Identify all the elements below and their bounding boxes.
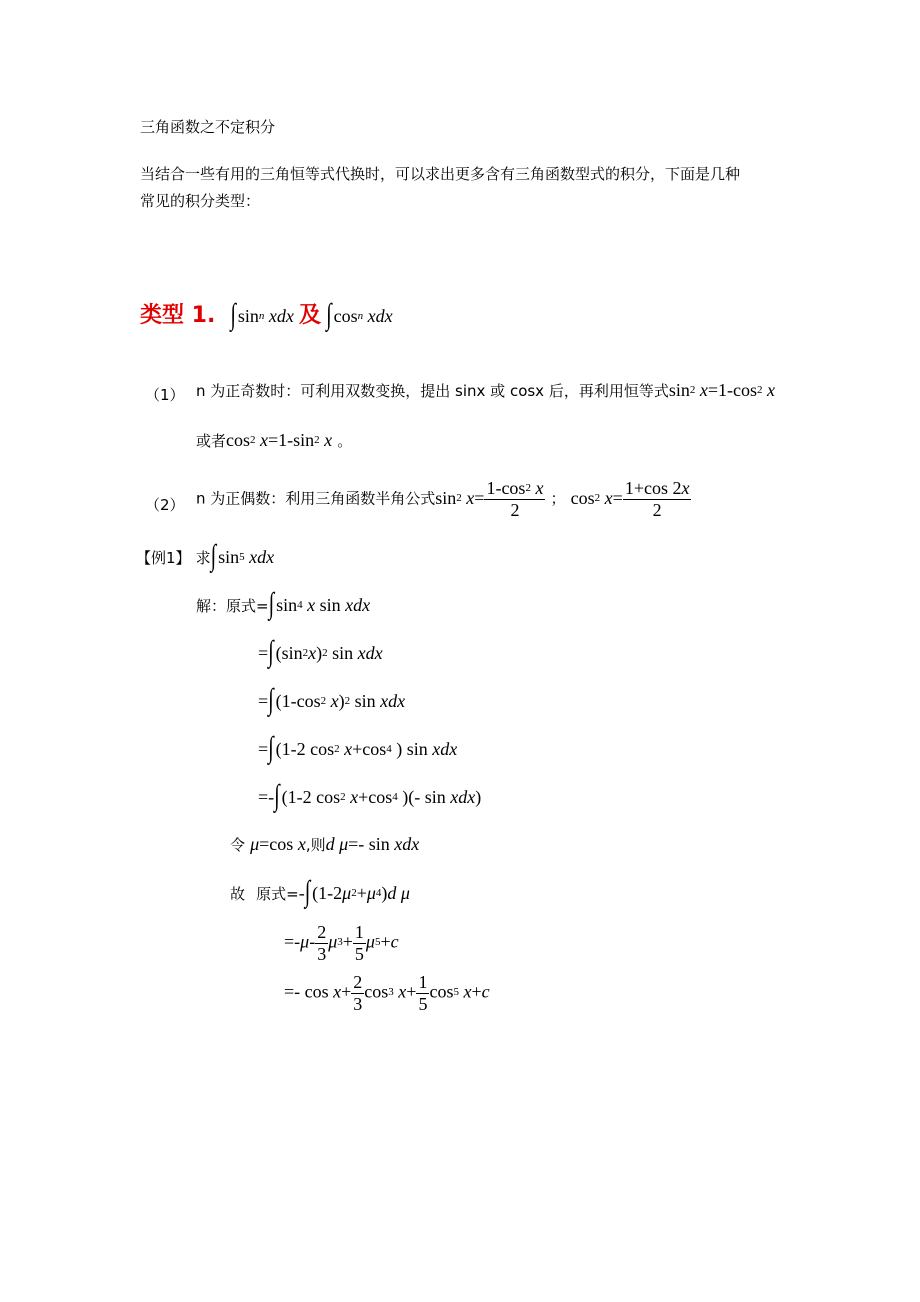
case1-identity1: $\sin^2 x=1-\cos^2$ x: [668, 380, 775, 400]
case2-text: n 为正偶数：利用三角函数半角公式: [196, 489, 436, 508]
type1-heading: [140, 298, 393, 332]
case2-formula-sin: $\sin^2 x=$ $\frac{1-\cos^2 x}{2}$: [435, 478, 544, 520]
solution-step-1: 解：原式=∫ $\sin^4 x$ sin xdx: [196, 587, 371, 621]
case1-number: （1）: [145, 386, 185, 404]
page-title: 三角函数之不定积分: [140, 118, 276, 136]
case1-line2: [196, 430, 352, 451]
case2-formula-cos: $\cos^2 x=$ $\frac{1+\cos 2x}{2}$: [570, 478, 690, 520]
solution-step-3: =∫ ($1-\cos^2$ x)$^2$ sin xdx: [258, 683, 406, 717]
solution-step-2: =∫ $(\sin^2x)^2$ sin xdx: [258, 635, 383, 669]
example-header: [136, 539, 275, 573]
result-step-1: 故 原式=-∫ $(1-2\mu^2+\mu^4)d$ μ: [230, 875, 410, 909]
substitution-line: 令 μ=cos x,则d μ=- sin xdx: [230, 834, 420, 854]
case2-separator: ；: [550, 489, 566, 508]
case1-identity2: $\cos^2 x=1-\sin^2$ x: [226, 430, 333, 450]
type1-joiner: 及: [299, 303, 322, 328]
type1-label: 类型 1.: [140, 303, 216, 328]
case1-end: 。: [337, 432, 353, 450]
solution-label: 解：原式=: [196, 597, 269, 615]
result-step-3: =- cos x+ $\frac{2}{3}$ $\cos^3 x+$ $\frac{1}{5}$ $\cos^5 x+c$: [284, 972, 490, 1014]
yuanshi-label: 原式=: [256, 885, 299, 903]
let-label: 令: [230, 836, 246, 854]
intro-line-1: 当结合一些有用的三角恒等式代换时，可以求出更多含有三角函数型式的积分，下面是几种: [140, 165, 741, 183]
case2-line: [196, 478, 691, 521]
solution-step-5: =-∫ (1-2 $\cos^2 x+\cos^4$ )(- sin xdx): [258, 779, 482, 813]
case2-number: （2）: [145, 496, 185, 514]
example-integral: ∫ $\sin^5$ xdx: [210, 539, 275, 573]
case1-prefix: 或者: [196, 432, 227, 450]
result-step-2: =-μ- $\frac{2}{3}$ $\mu^3+$ $\frac{1}{5}$ $\mu^5+c$: [284, 922, 399, 964]
intro-line-2: 常见的积分类型：: [140, 192, 261, 210]
case1-line1: [196, 380, 775, 401]
gu-label: 故: [230, 885, 246, 903]
solution-step-4: =∫ (1-2 $\cos^2 x+\cos^4$ ) sin xdx: [258, 731, 458, 765]
case1-text: n 为正奇数时：可利用双数变换，提出 sinx 或 cosx 后，再利用恒等式: [196, 382, 669, 400]
example-ask: 求: [195, 549, 211, 567]
type1-expr1: ∫ $\sin^n$ xdx: [230, 298, 294, 332]
type1-expr2: ∫ $\cos^n$ xdx: [326, 298, 393, 332]
then-label: ,则: [305, 836, 326, 854]
example-label: 【例1】: [136, 549, 191, 567]
